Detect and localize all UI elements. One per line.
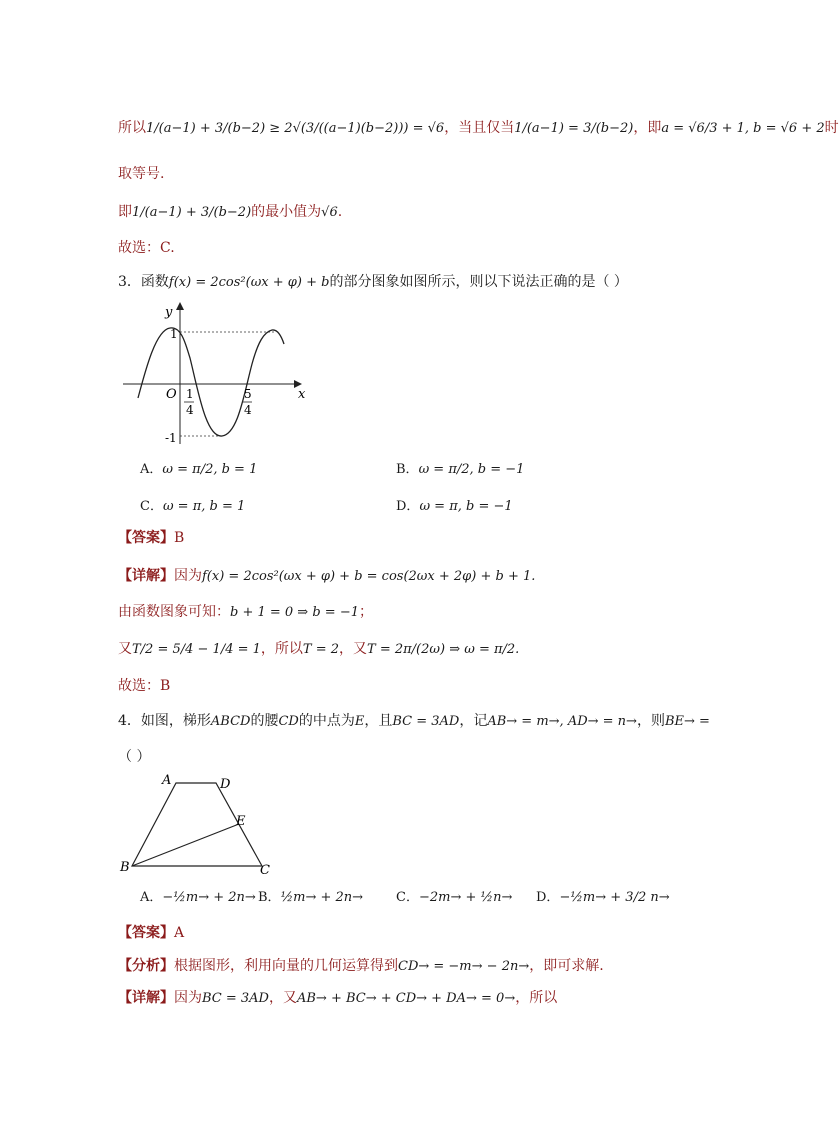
q3-detail-line3: 又T/2 = 5/4 − 1/4 = 1，所以T = 2，又T = 2π/(2ω) ⇒ ω = π/2. <box>118 641 520 657</box>
vertex-c: C <box>260 863 270 878</box>
p1-conclusion: 故选：C. <box>118 240 175 256</box>
inequality-expr: 1/(a−1) + 3/(b−2) ≥ 2√(3/((a−1)(b−2))) = √6 <box>146 121 445 136</box>
q4-option-a[interactable]: A．−½m→ + 2n→ <box>140 890 256 905</box>
q4-option-c[interactable]: C．−2m→ + ½n→ <box>396 890 513 905</box>
point-e: E <box>236 814 246 829</box>
y-label: y <box>165 305 173 320</box>
x-label: x <box>298 387 306 402</box>
q3-function: f(x) = 2cos²(ωx + φ) + b <box>168 275 330 290</box>
p1-line2: 取等号. <box>118 166 165 182</box>
q3-detail: 【详解】因为f(x) = 2cos²(ωx + φ) + b = cos(2ωx + 2φ) + b + 1. <box>118 568 536 584</box>
vertex-d: D <box>220 777 231 792</box>
equality-condition: 1/(a−1) = 3/(b−2) <box>514 121 634 136</box>
tick-quarter-den: 4 <box>186 403 194 417</box>
q3-conclusion: 故选：B <box>118 678 171 694</box>
cosine-curve <box>138 328 284 436</box>
q4-detail: 【详解】因为BC = 3AD，又AB→ + BC→ + CD→ + DA→ = 0→，所以 <box>118 990 558 1006</box>
equality-values: a = √6/3 + 1, b = √6 + 2 <box>661 121 825 136</box>
q4-paren: （ ） <box>118 749 151 765</box>
q4-option-b[interactable]: B．½m→ + 2n→ <box>258 890 364 905</box>
q3-option-a[interactable]: A．ω = π/2, b = 1 <box>140 462 258 477</box>
tick-quarter-num: 1 <box>186 387 194 401</box>
q3-option-c[interactable]: C．ω = π, b = 1 <box>140 499 246 514</box>
tick-5quarter-den: 4 <box>244 403 252 417</box>
q3-cosine-graph <box>118 298 308 448</box>
y-max-label: 1 <box>170 327 178 341</box>
q3-option-d[interactable]: D．ω = π, b = −1 <box>396 499 513 514</box>
q3-answer: 【答案】B <box>118 530 185 546</box>
q3-detail-line2: 由函数图象可知：b + 1 = 0 ⇒ b = −1； <box>118 604 373 620</box>
segment-be <box>132 824 239 866</box>
p1-line1: 所以1/(a−1) + 3/(b−2) ≥ 2√(3/((a−1)(b−2))) = √6，当且仅当1/(a−1) = 3/(b−2)，即a = √6/3 + 1, b = √6 + 2时 <box>118 120 839 136</box>
q3-stem: 3．函数f(x) = 2cos²(ωx + φ) + b的部分图象如图所示，则以下说法正确的是（ ） <box>118 274 628 290</box>
q4-trapezoid-figure <box>118 770 278 880</box>
tick-5quarter-num: 5 <box>244 387 252 401</box>
vertex-a: A <box>162 773 172 788</box>
q4-analysis: 【分析】根据图形，利用向量的几何运算得到CD→ = −m→ − 2n→，即可求解. <box>118 958 604 974</box>
y-axis-arrow <box>176 302 184 310</box>
q4-stem: 4．如图，梯形ABCD的腰CD的中点为E，且BC = 3AD，记AB→ = m→, AD→ = n→，则BE→ = <box>118 713 710 729</box>
q4-answer: 【答案】A <box>118 925 185 941</box>
p1-line3: 即1/(a−1) + 3/(b−2)的最小值为√6. <box>118 204 343 220</box>
q3-option-b[interactable]: B．ω = π/2, b = −1 <box>396 462 525 477</box>
q4-option-d[interactable]: D．−½m→ + 3/2 n→ <box>536 890 670 905</box>
origin-label: O <box>166 387 177 402</box>
vertex-b: B <box>120 860 130 875</box>
y-min-label: -1 <box>165 431 177 445</box>
